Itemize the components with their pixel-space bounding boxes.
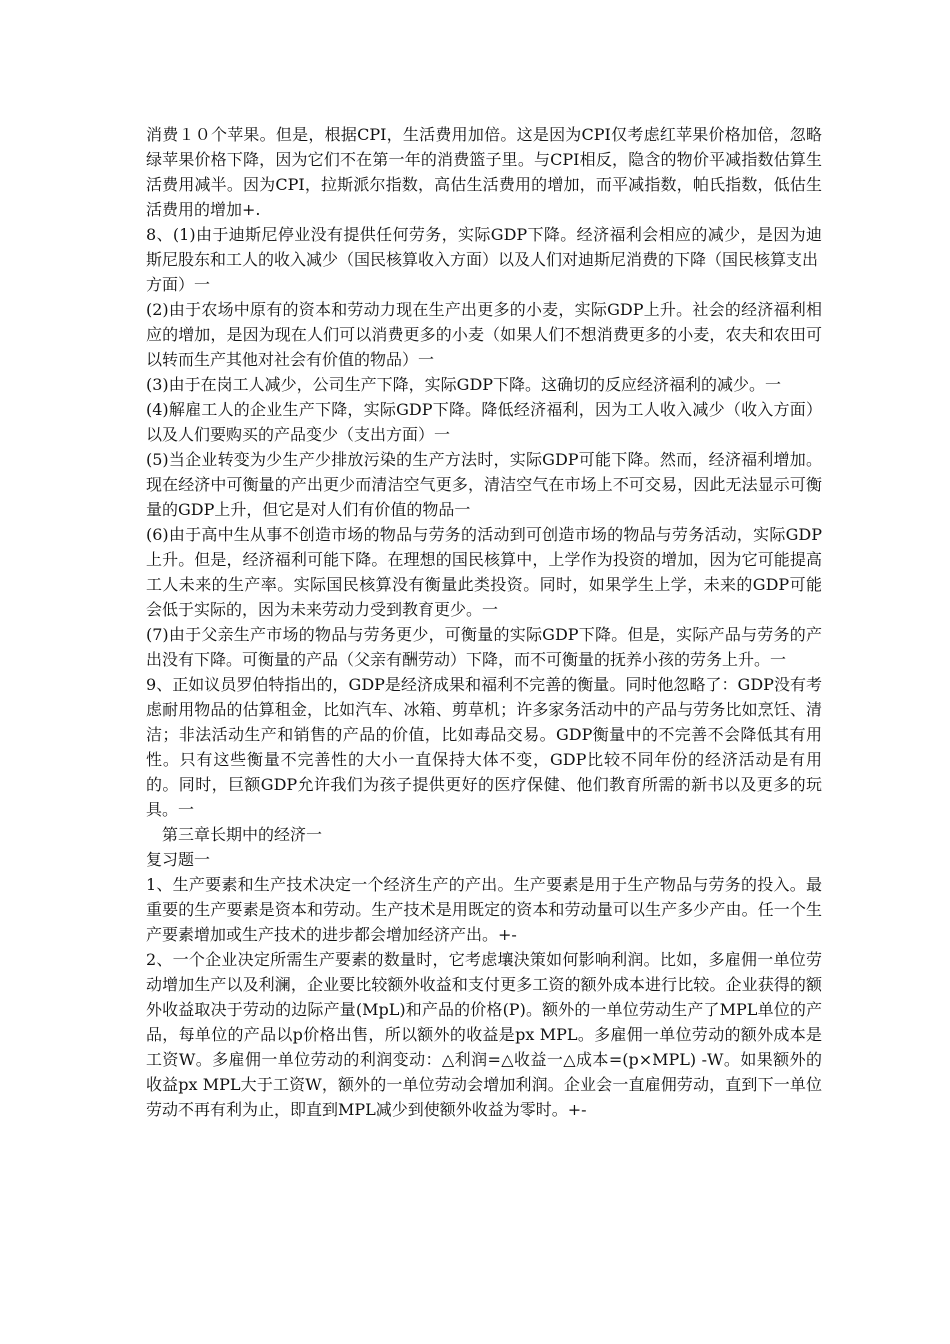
paragraph-q9: 9、正如议员罗伯特指出的，GDP是经济成果和福利不完善的衡量。同时他忽略了：GDP没有考虑耐用物品的估算租金，比如汽车、冰箱、剪草机；许多家务活动中的产品与劳务比如烹饪、清洁；非法活动生产和销售的产品的价值，比如毒品交易。GDP衡量中的不完善不会降低其有用性。只有这些衡量不完善性的大小一直保持大体不变，GDP比较不同年份的经济活动是有用的。同时，巨额GDP允许我们为孩子提供更好的医疗保健、他们教育所需的新书以及更多的玩具。一 (146, 675, 822, 819)
paragraph-q8-1-continued: 方面）一 (146, 275, 211, 294)
paragraph-review-1: 1、生产要素和生产技术决定一个经济生产的产出。生产要素是用于生产物品与劳务的投入。最重要的生产要素是资本和劳动。生产技术是用既定的资本和劳动量可以生产多少产由。任一个生产要素增加或生产技术的进步都会增加经济产出。+- (146, 875, 822, 944)
paragraph-q8-6: (6)由于高中生从事不创造市场的物品与劳务的活动到可创造市场的物品与劳务活动，实际GDP上升。但是，经济福利可能下降。在理想的国民核算中，上学作为投资的增加，因为它可能提高工人未来的生产率。实际国民核算没有衡量此类投资。同时，如果学生上学，未来的GDP可能会低于实际的，因为未来劳动力受到教育更少。一 (146, 525, 822, 619)
section-heading-review: 复习题一 (146, 850, 211, 869)
chapter-heading: 第三章长期中的经济一 (162, 825, 323, 844)
paragraph-q8-3: (3)由于在岗工人减少，公司生产下降，实际GDP下降。这确切的反应经济福利的减少。一 (146, 375, 782, 394)
paragraph-q8-2: (2)由于农场中原有的资本和劳动力现在生产出更多的小麦，实际GDP上升。社会的经济福利相应的增加，是因为现在人们可以消费更多的小麦（如果人们不想消费更多的小麦，农夫和农田可以转而生产其他对社会有价值的物品）一 (146, 300, 822, 369)
paragraph-q8-4: (4)解雇工人的企业生产下降，实际GDP下降。降低经济福利，因为工人收入减少（收入方面）以及人们要购买的产品变少（支出方面）一 (146, 400, 822, 444)
paragraph-q8-1: 8、(1)由于迪斯尼停业没有提供任何劳务，实际GDP下降。经济福利会相应的减少，是因为迪斯尼股东和工人的收入减少（国民核算收入方面）以及人们对迪斯尼消费的下降（国民核算支出 (146, 225, 822, 269)
paragraph-q8-5: (5)当企业转变为少生产少排放污染的生产方法时，实际GDP可能下降。然而，经济福利增加。现在经济中可衡量的产出更少而清洁空气更多，清洁空气在市场上不可交易，因此无法显示可衡量的GDP上升，但它是对人们有价值的物品一 (146, 450, 822, 519)
paragraph-review-2: 2、一个企业决定所需生产要素的数量时，它考虑壤決策如何影响利润。比如，多雇佣一单位劳动增加生产以及利澜，企业要比较额外收益和支付更多工资的额外成本进行比较。企业获得的额外收益取决于劳动的边际产量(MpL)和产品的价格(P)。额外的一单位劳动生产了MPL单位的产品，每单位的产品以p价格出售，所以额外的收益是px MPL。多雇佣一单位劳动的额外成本是工资W。多雇佣一单位劳动的利润变动：△利润=△收益一△成本=(p×MPL) -W。如果额外的收益px MPL大于工资W，额外的一单位劳动会增加利润。企业会一直雇佣劳动，直到下一单位劳动不再有利为止，即直到MPL减少到使额外收益为零时。+- (146, 950, 822, 1119)
paragraph-cpi-conclusion: 消费１０个苹果。但是，根据CPI，生活费用加倍。这是因为CPI仅考虑红苹果价格加倍，忽略绿苹果价格下降，因为它们不在第一年的消费篮子里。与CPI相反，隐含的物价平减指数估算生活费用减半。因为CPI，拉斯派尔指数，高估生活费用的增加，而平减指数，帕氏指数，低估生活费用的增加+. (146, 125, 822, 219)
paragraph-q8-7: (7)由于父亲生产市场的物品与劳务更少，可衡量的实际GDP下降。但是，实际产品与劳务的产出没有下降。可衡量的产品（父亲有酬劳动）下降，而不可衡量的抚养小孩的劳务上升。一 (146, 625, 822, 669)
document-page (146, 122, 822, 1122)
